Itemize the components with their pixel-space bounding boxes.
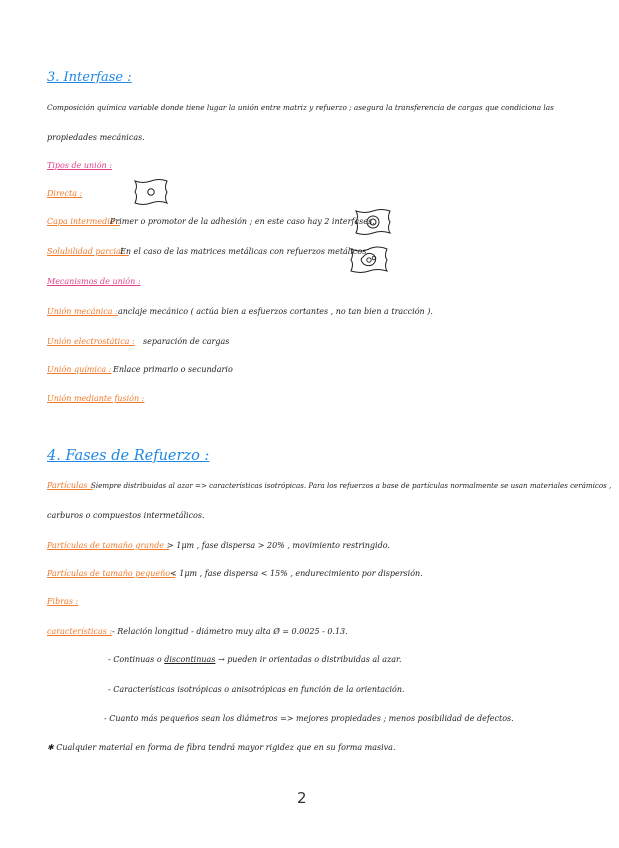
tipos-heading: Tipos de unión : xyxy=(47,161,112,170)
union-quimica-label: Unión química : xyxy=(47,365,112,374)
caracteristica-2 xyxy=(108,656,402,664)
capa-intermedia-text: Primer o promotor de la adhesión ; en este caso hay 2 interfases. xyxy=(110,217,375,226)
section3-intro-line1: Composición química variable donde tiene lugar la unión entre matriz y refuerzo ; asegura la transferencia de cargas que condiciona las xyxy=(47,103,554,112)
caracteristica-2-start: - Continuas o xyxy=(108,655,162,664)
particulas-pequeno-text: < 1μm , fase dispersa < 15% , endurecimiento por dispersión. xyxy=(170,569,423,578)
caracteristicas-label: características : xyxy=(47,627,113,636)
union-electrostatica-label: Unión electrostática : xyxy=(47,337,135,346)
capa-intermedia-label: Capa intermedia : xyxy=(47,217,120,226)
particulas-label: Partículas : xyxy=(47,481,93,490)
particulas-grande-text: > 1μm , fase dispersa > 20% , movimiento restringido. xyxy=(167,541,390,550)
arrow-icon: → xyxy=(217,655,228,664)
caracteristica-1: - Relación longitud - diámetro muy alta Ø = 0.0025 - 0.13. xyxy=(112,627,348,636)
particulas-grande-label: Partículas de tamaño grande : xyxy=(47,541,170,550)
solubilidad-text: En el caso de las matrices metálicas con refuerzos metálicos. xyxy=(120,247,369,256)
caracteristica-2-end: pueden ir orientadas o distribuidas al azar. xyxy=(227,655,402,664)
capa-intermedia-diagram-icon xyxy=(353,208,393,236)
mecanismos-heading: Mecanismos de unión : xyxy=(47,277,141,286)
fibra-note: ✱ Cualquier material en forma de fibra tendrá mayor rigidez que en su forma masiva. xyxy=(47,743,396,752)
particulas-pequeno-label: Partículas de tamaño pequeño : xyxy=(47,569,176,578)
fibras-heading: Fibras : xyxy=(47,597,79,606)
section3-title: 3. Interfase : xyxy=(47,70,132,85)
discontinuas-underlined: discontinuas xyxy=(164,655,216,664)
union-mecanica-text: anclaje mecánico ( actúa bien a esfuerzos cortantes , no tan bien a tracción ). xyxy=(118,307,433,316)
union-quimica-text: Enlace primario o secundario xyxy=(113,365,233,374)
solubilidad-diagram-icon xyxy=(348,245,390,273)
particulas-text: Siempre distribuidas al azar => características isotrópicas. Para los refuerzos a base de partículas normalmente se usan materiales cerámicos , xyxy=(91,481,612,490)
caracteristica-3: - Características isotrópicas o anisotrópicas en función de la orientación. xyxy=(108,685,405,694)
directa-diagram-icon xyxy=(131,178,171,206)
particulas-line2: carburos o compuestos intermetálicos. xyxy=(47,511,205,520)
union-mecanica-label: Unión mecánica : xyxy=(47,307,118,316)
section3-intro-line2: propiedades mecánicas. xyxy=(47,133,145,142)
solubilidad-label: Solubilidad parcial : xyxy=(47,247,129,256)
caracteristica-4: - Cuanto más pequeños sean los diámetros => mejores propiedades ; menos posibilidad de defectos. xyxy=(104,714,514,723)
union-electrostatica-text: separación de cargas xyxy=(143,337,230,346)
page-number: 2 xyxy=(297,789,307,807)
union-fusion-label: Unión mediante fusión : xyxy=(47,394,145,403)
section4-title: 4. Fases de Refuerzo : xyxy=(47,448,210,464)
directa-label: Directa : xyxy=(47,189,83,198)
